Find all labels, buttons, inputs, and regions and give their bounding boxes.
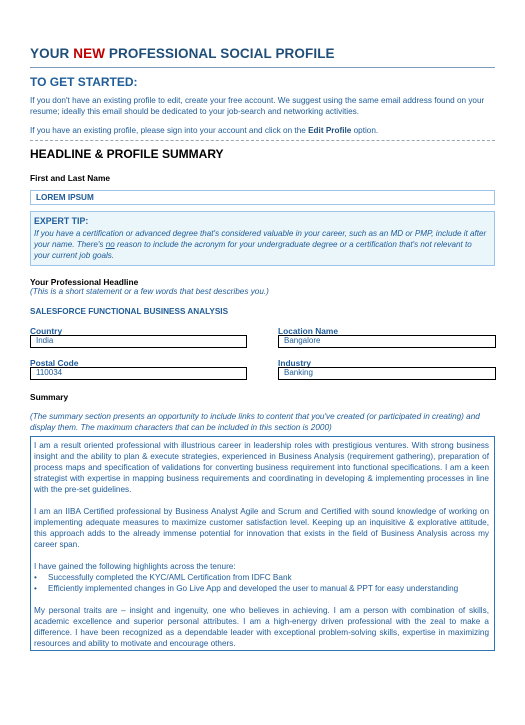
headline-value[interactable]: SALESFORCE FUNCTIONAL BUSINESS ANALYSIS (30, 307, 229, 316)
expert-tip-title: EXPERT TIP: (34, 216, 89, 226)
bullet-icon: • (34, 584, 37, 593)
summary-content (34, 440, 489, 660)
summary-bullet-list (34, 572, 489, 594)
headline-summary-heading: HEADLINE & PROFILE SUMMARY (30, 147, 224, 161)
tip-text-after: reason to include the acronym for your undergraduate degree or a certification that's not relevant to your current job goals. (34, 240, 472, 260)
summary-paragraph-3: I have gained the following highlights across the tenure: (34, 562, 236, 571)
title-highlight: NEW (73, 46, 106, 61)
country-field[interactable] (30, 335, 247, 348)
name-value: LOREM IPSUM (36, 193, 94, 202)
get-started-paragraph-1: If you don't have an existing profile to edit, create your free account. We suggest using the same email address found on your resume; ideally this email should be dedicated to your job-search and networking activities. (30, 96, 485, 116)
title-suffix: PROFESSIONAL SOCIAL PROFILE (105, 46, 335, 61)
headline-note: (This is a short statement or a few words that best describes you.) (30, 287, 269, 296)
para2-suffix: option. (351, 126, 379, 135)
headline-label: Your Professional Headline (30, 277, 139, 287)
name-label: First and Last Name (30, 173, 111, 183)
summary-paragraph-1: I am a result oriented professional with illustrious career in leadership roles with prestigious ventures. With strong business insight and the ability to plan & execute strategies, experienced in Business Analysis (requirement gathering), preparation of process maps and specification of validations for converting business requirement into functional specifications. I am a keen strategist with expertise in mapping business requirements and coordinating in developing & implementing processes in line with the pre-set guidelines. (34, 441, 489, 494)
get-started-paragraph-2 (30, 125, 495, 136)
location-field[interactable] (278, 335, 496, 348)
para2-prefix: If you have an existing profile, please sign into your account and click on the (30, 126, 309, 135)
title-prefix: YOUR (30, 46, 74, 61)
expert-tip-text (34, 228, 489, 261)
industry-field[interactable] (278, 367, 496, 380)
summary-textarea[interactable] (30, 436, 495, 651)
get-started-heading: TO GET STARTED: (30, 75, 138, 89)
location-label: Location Name (278, 326, 339, 336)
industry-label: Industry (278, 358, 312, 368)
summary-bullet (34, 572, 489, 583)
postal-code-label: Postal Code (30, 358, 79, 368)
summary-label: Summary (30, 392, 69, 402)
location-value: Bangalore (284, 336, 321, 345)
expert-tip-box (30, 211, 495, 266)
industry-value: Banking (284, 368, 313, 377)
tip-text-underlined: no (105, 240, 115, 249)
summary-paragraph-2: I am an IIBA Certified professional by Business Analyst Agile and Scrum and Certified with sound knowledge of working on implementing adequate measures to maximize customer satisfaction level. Keeping up an inquisitive & explorative attitude, this approach adds to the already immense potential for innovation that exists in the field of Business Analysis across my career span. (34, 507, 489, 549)
tip-text-before: If you have a certification or advanced degree that's considered valuable in your career, such as an MD or PMP, include it after your name. There's (34, 229, 487, 249)
title-divider (30, 67, 495, 68)
country-value: India (36, 336, 54, 345)
summary-paragraph-4: My personal traits are – insight and ingenuity, one who believes in achieving. I am a person with combination of skills, academic excellence and superior personal attributes. I am a high-energy driven professional with the zeal to make a difference. I have been recognized as a dependable leader with exceptional problem-solving skills, expertise in maximizing resources and ability to motivate and encourage others. (34, 606, 489, 648)
bullet-text: Successfully completed the KYC/AML Certification from IDFC Bank (48, 573, 292, 582)
section-divider (30, 140, 495, 141)
postal-code-value: 110034 (36, 368, 63, 377)
edit-profile-link-text: Edit Profile (308, 126, 352, 135)
bullet-icon: • (34, 573, 37, 582)
country-label: Country (30, 326, 63, 336)
postal-code-field[interactable] (30, 367, 247, 380)
bullet-text: Efficiently implemented changes in Go Live App and developed the user to manual & PPT for easy understanding (48, 584, 459, 593)
page-title (30, 46, 335, 61)
summary-bullet (34, 583, 489, 594)
name-field[interactable] (30, 190, 495, 205)
summary-note: (The summary section presents an opportunity to include links to content that you've created (or participated in creating) and display them. The maximum characters that can be included in this section is 2000) (30, 412, 480, 432)
